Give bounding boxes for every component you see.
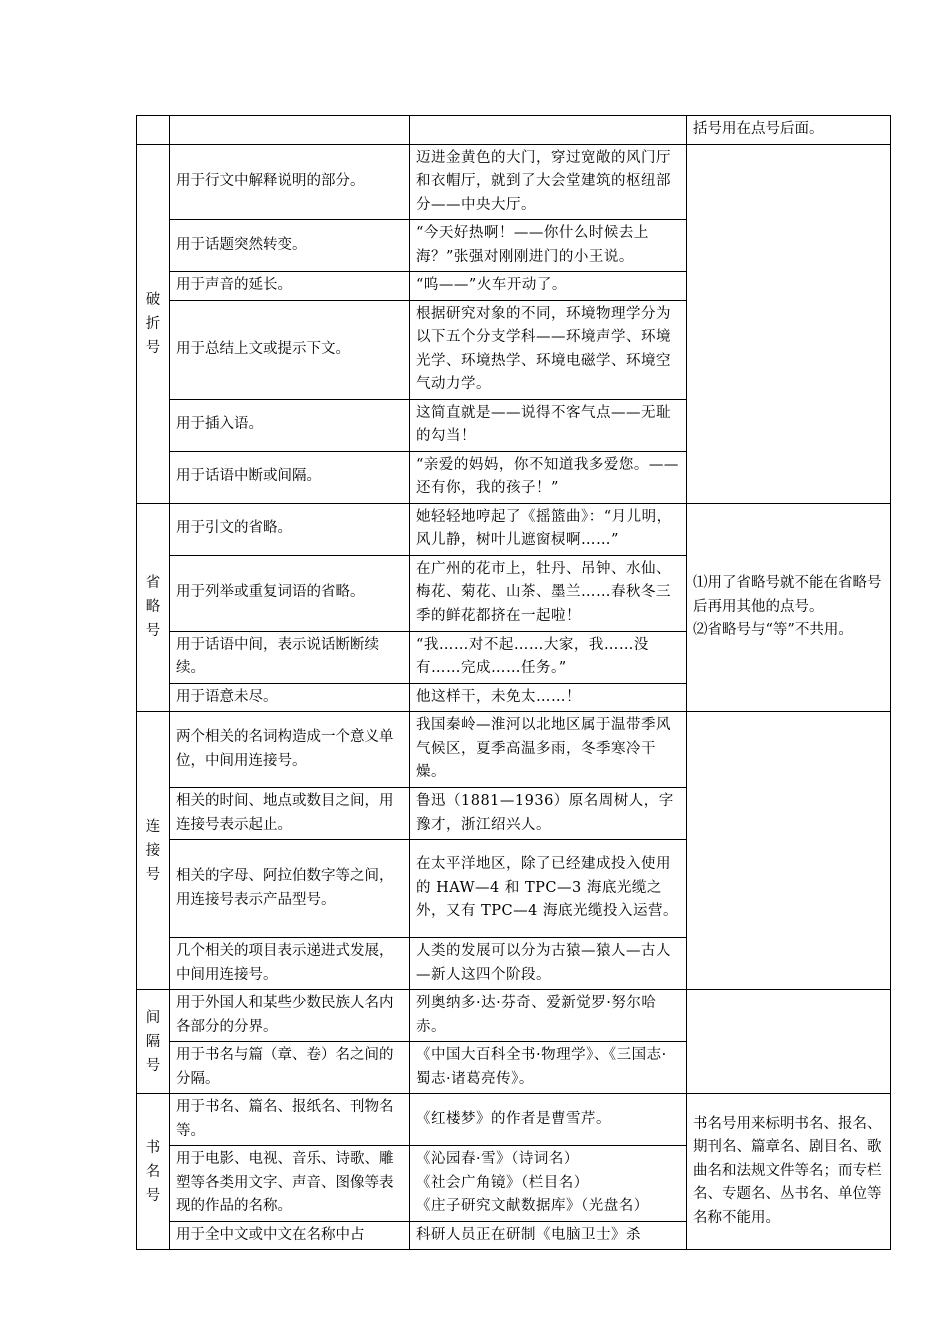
table-row (137, 144, 891, 220)
note-cell (687, 990, 891, 1094)
note-cell-title-mark: 书名号用来标明书名、报名、期刊名、篇章名、剧目名、歌曲名和法规文件等名；而专栏名、专题名、丛书名、单位等名称不能用。 (687, 1094, 891, 1250)
example-cell (410, 1146, 687, 1222)
example-cell: 根据研究对象的不同，环境物理学分为以下五个分支学科——环境声学、环境光学、环境热学、环境电磁学、环境空气动力学。 (410, 300, 687, 399)
usage-cell: 用于插入语。 (170, 399, 410, 451)
table-row (137, 503, 891, 555)
example-cell: 人类的发展可以分为古猿—猿人—古人—新人这四个阶段。 (410, 938, 687, 990)
kind-cell-connector: 连接号 (137, 712, 170, 990)
example-line: 《庄子研究文献数据库》（光盘名） (416, 1198, 649, 1214)
usage-cell: 几个相关的项目表示递进式发展，中间用连接号。 (170, 938, 410, 990)
usage-cell (170, 116, 410, 145)
usage-cell: 用于话语中断或间隔。 (170, 451, 410, 503)
usage-cell: 用于引文的省略。 (170, 503, 410, 555)
example-cell: 鲁迅（1881—1936）原名周树人，字豫才，浙江绍兴人。 (410, 788, 687, 840)
example-cell: 科研人员正在研制《电脑卫士》杀 (410, 1221, 687, 1250)
example-line: 《沁园春·雪》（诗词名） (416, 1151, 579, 1167)
example-cell: 迈进金黄色的大门，穿过宽敞的风门厅和衣帽厅，就到了大会堂建筑的枢纽部分——中央大厅。 (410, 144, 687, 220)
usage-cell: 用于总结上文或提示下文。 (170, 300, 410, 399)
example-cell: 《红楼梦》的作者是曹雪芹。 (410, 1094, 687, 1146)
usage-cell: 用于行文中解释说明的部分。 (170, 144, 410, 220)
example-cell: 他这样干，未免太……！ (410, 683, 687, 712)
table-row (137, 990, 891, 1042)
kind-cell-separator: 间隔号 (137, 990, 170, 1094)
usage-cell: 用于书名与篇（章、卷）名之间的分隔。 (170, 1042, 410, 1094)
example-cell: “我……对不起……大家，我……没有……完成……任务。” (410, 631, 687, 683)
example-cell: 《中国大百科全书·物理学》、《三国志·蜀志·诸葛亮传》。 (410, 1042, 687, 1094)
kind-cell-dash: 破折号 (137, 144, 170, 503)
kind-cell-ellipsis: 省略号 (137, 503, 170, 712)
usage-cell: 用于外国人和某些少数民族人名内各部分的分界。 (170, 990, 410, 1042)
usage-cell: 用于话语中间，表示说话断断续续。 (170, 631, 410, 683)
note-cell (687, 712, 891, 990)
note-line: ⑵省略号与“等”不共用。 (693, 622, 853, 638)
example-cell: “今天好热啊！——你什么时候去上海？”张强对刚刚进门的小王说。 (410, 220, 687, 272)
usage-cell: 用于语意未尽。 (170, 683, 410, 712)
example-cell (410, 116, 687, 145)
note-cell-ellipsis (687, 503, 891, 712)
usage-cell: 相关的字母、阿拉伯数字等之间，用连接号表示产品型号。 (170, 840, 410, 938)
usage-cell: 用于书名、篇名、报纸名、刊物名等。 (170, 1094, 410, 1146)
usage-cell: 用于声音的延长。 (170, 272, 410, 301)
note-line: ⑴用了省略号就不能在省略号后再用其他的点号。 (693, 575, 882, 615)
example-cell: 列奥纳多·达·芬奇、爱新觉罗·努尔哈赤。 (410, 990, 687, 1042)
table-row (137, 712, 891, 788)
kind-cell (137, 116, 170, 145)
example-cell: 她轻轻地哼起了《摇篮曲》：“月儿明，风儿静，树叶儿遮窗棂啊……” (410, 503, 687, 555)
example-cell: “亲爱的妈妈，你不知道我多爱您。——还有你，我的孩子！” (410, 451, 687, 503)
usage-cell: 用于列举或重复词语的省略。 (170, 555, 410, 631)
usage-cell: 用于全中文或中文在名称中占 (170, 1221, 410, 1250)
table-row (137, 1094, 891, 1146)
example-cell: 在广州的花市上，牡丹、吊钟、水仙、梅花、菊花、山茶、墨兰……春秋冬三季的鲜花都挤在一起啦！ (410, 555, 687, 631)
usage-cell: 用于话题突然转变。 (170, 220, 410, 272)
table-row (137, 116, 891, 145)
note-cell: 括号用在点号后面。 (687, 116, 891, 145)
example-cell: 在太平洋地区，除了已经建成投入使用的 HAW—4 和 TPC—3 海底光缆之外，又有 TPC—4 海底光缆投入运营。 (410, 840, 687, 938)
punctuation-usage-table (136, 115, 891, 1250)
example-cell: 我国秦岭—淮河以北地区属于温带季风气候区，夏季高温多雨，冬季寒冷干燥。 (410, 712, 687, 788)
example-cell: 这简直就是——说得不客气点——无耻的勾当！ (410, 399, 687, 451)
usage-cell: 用于电影、电视、音乐、诗歌、雕塑等各类用文字、声音、图像等表现的作品的名称。 (170, 1146, 410, 1222)
kind-cell-title-mark: 书名号 (137, 1094, 170, 1250)
usage-cell: 两个相关的名词构造成一个意义单位，中间用连接号。 (170, 712, 410, 788)
usage-cell: 相关的时间、地点或数目之间，用连接号表示起止。 (170, 788, 410, 840)
note-cell (687, 144, 891, 503)
example-line: 《社会广角镜》（栏目名） (416, 1174, 589, 1191)
punctuation-table-page (136, 115, 890, 1250)
example-cell: “呜——”火车开动了。 (410, 272, 687, 301)
